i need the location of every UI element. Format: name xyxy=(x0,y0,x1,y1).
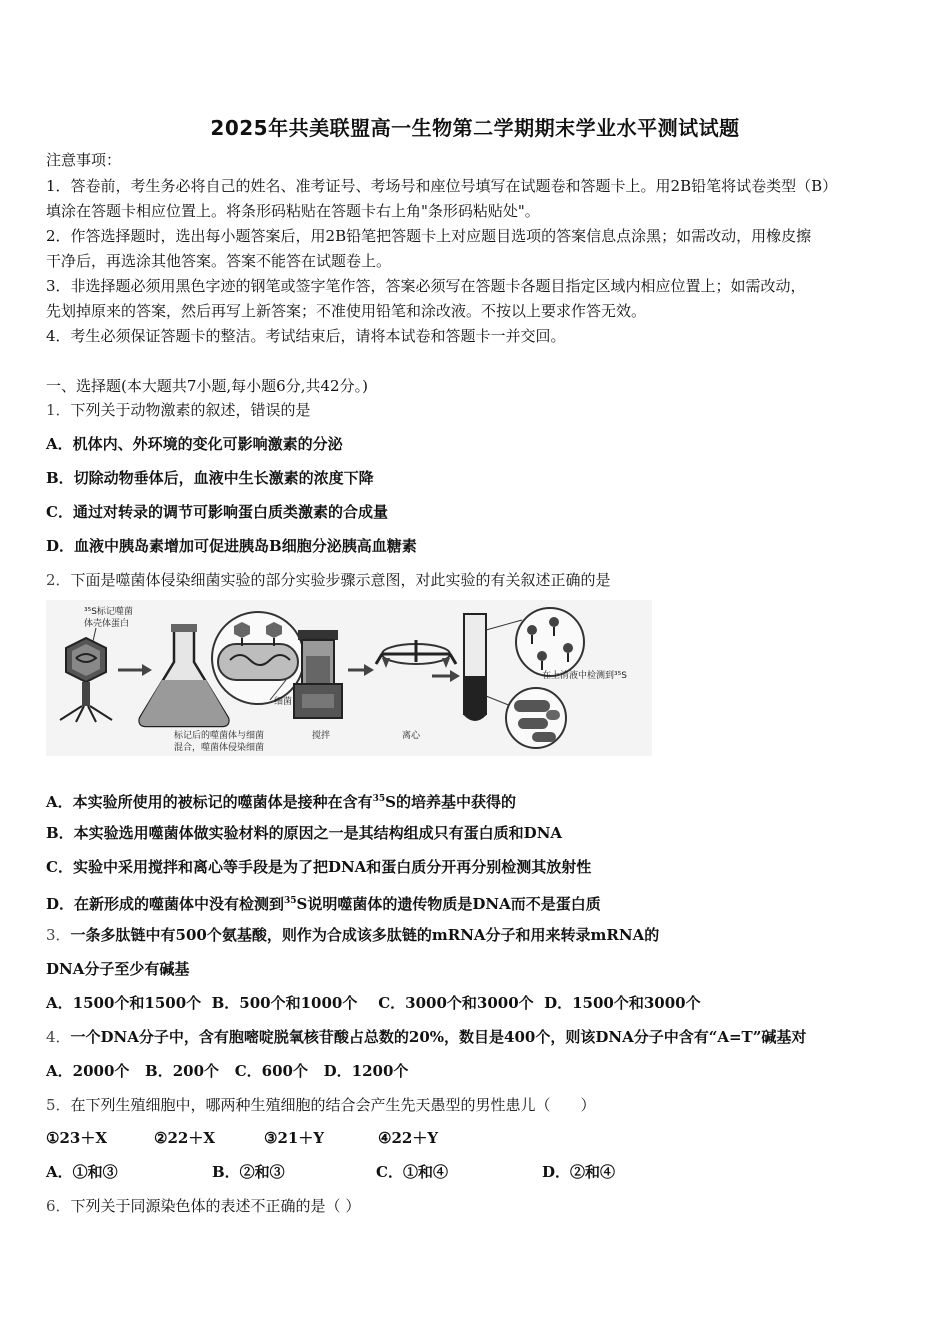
q5-option-c: C．①和④ xyxy=(376,1163,448,1181)
exam-title: 2025年共美联盟高一生物第二学期期末学业水平测试试题 xyxy=(210,116,740,140)
q2-option-a-text-end: S的培养基中获得的 xyxy=(385,793,517,811)
q5-options xyxy=(46,1161,904,1183)
q2-option-d-text-end: S说明噬菌体的遗传物质是DNA而不是蛋白质 xyxy=(296,895,601,913)
q1-option-c: C．通过对转录的调节可影响蛋白质类激素的合成量 xyxy=(46,503,388,521)
superscript-35: 35 xyxy=(284,896,297,906)
q1-option-d: D．血液中胰岛素增加可促进胰岛B细胞分泌胰高血糖素 xyxy=(46,537,417,555)
q5-item-3: ③21＋Y xyxy=(264,1129,325,1147)
label-marked-line-1: ³⁵S标记噬菌 xyxy=(84,607,133,617)
q5-item-1: ①23＋X xyxy=(46,1129,107,1147)
question-text: 下面是噬菌体侵染细菌实验的部分实验步骤示意图，对此实验的有关叙述正确的是 xyxy=(70,571,611,589)
phage-experiment-figure xyxy=(46,600,652,756)
q2-option-c: C．实验中采用搅拌和离心等手段是为了把DNA和蛋白质分开再分别检测其放射性 xyxy=(46,858,592,876)
q1-option-a: A．机体内、外环境的变化可影响激素的分泌 xyxy=(46,435,343,453)
phage-experiment-diagram xyxy=(46,600,652,756)
label-mix-line-2: 混合，噬菌体侵染细菌 xyxy=(174,743,265,753)
notice-line-6: 先划掉原来的答案，然后再写上新答案；不准使用铅笔和涂改液。不按以上要求作答无效。 xyxy=(46,302,647,320)
notice-line-3: 2．作答选择题时，选出每小题答案后，用2B铅笔把答题卡上对应题目选项的答案信息点涂黑；如需改动，用橡皮擦 xyxy=(46,227,812,245)
question-text: 在下列生殖细胞中，哪两种生殖细胞的结合会产生先天愚型的男性患儿（ ） xyxy=(70,1096,596,1114)
q5-option-d: D．②和④ xyxy=(542,1163,616,1181)
section-heading: 一、选择题(本大题共7小题,每小题6分,共42分。) xyxy=(46,377,368,395)
q5-items xyxy=(46,1127,904,1149)
notice-line-2: 填涂在答题卡相应位置上。将条形码粘贴在答题卡右上角"条形码粘贴处"。 xyxy=(46,202,540,220)
q4-options: A．2000个 B．200个 C．600个 D．1200个 xyxy=(46,1062,409,1080)
q2-option-b: B．本实验选用噬菌体做实验材料的原因之一是其结构组成只有蛋白质和DNA xyxy=(46,824,563,842)
question-number: 1． xyxy=(46,401,71,419)
notice-line-5: 3．非选择题必须用黑色字迹的钢笔或签字笔作答，答案必须写在答题卡各题目指定区域内相应位置上；如需改动， xyxy=(46,277,806,295)
notice-line-4: 干净后，再选涂其他答案。答案不能答在试题卷上。 xyxy=(46,252,392,270)
question-4-stem xyxy=(46,1026,904,1048)
label-marked-line-2: 体壳体蛋白 xyxy=(84,619,130,629)
q1-option-b: B．切除动物垂体后，血液中生长激素的浓度下降 xyxy=(46,469,374,487)
question-text: 下列关于同源染色体的表述不正确的是（ ） xyxy=(70,1197,361,1215)
blender-icon xyxy=(294,630,342,718)
question-number: 5． xyxy=(46,1096,71,1114)
q2-option-a xyxy=(46,788,904,813)
q3-options: A．1500个和1500个 B．500个和1000个 C．3000个和3000个 D．1500个和3000个 xyxy=(46,994,701,1012)
question-text: 下列关于动物激素的叙述，错误的是 xyxy=(70,401,311,419)
q5-item-4: ④22＋Y xyxy=(378,1129,439,1147)
notice-line-1: 1．答卷前，考生务必将自己的姓名、准考证号、考场号和座位号填写在试题卷和答题卡上。用2B铅笔将试卷类型（B） xyxy=(46,177,838,195)
notice-heading: 注意事项： xyxy=(46,151,122,169)
question-6-stem xyxy=(46,1195,904,1217)
label-detect: 在上清液中检测到³⁵S xyxy=(542,671,627,681)
label-centrifuge: 离心 xyxy=(402,731,421,741)
label-stir: 搅拌 xyxy=(312,731,331,741)
test-tube-icon xyxy=(464,614,486,720)
q5-option-b: B．②和③ xyxy=(212,1163,285,1181)
question-1-stem xyxy=(46,399,904,421)
question-number: 4． xyxy=(46,1028,71,1046)
label-mix-line-1: 标记后的噬菌体与细菌 xyxy=(174,731,265,741)
q2-option-d-text: D．在新形成的噬菌体中没有检测到 xyxy=(46,895,285,913)
question-number: 3． xyxy=(46,926,71,944)
q2-option-d xyxy=(46,890,904,915)
question-text: 一条多肽链中有500个氨基酸，则作为合成该多肽链的mRNA分子和用来转录mRNA的 xyxy=(70,926,660,944)
superscript-35: 35 xyxy=(372,794,386,804)
q5-option-a: A．①和③ xyxy=(46,1163,118,1181)
question-5-stem xyxy=(46,1094,904,1116)
q2-option-a-text: A．本实验所使用的被标记的噬菌体是接种在含有 xyxy=(46,793,373,811)
q5-item-2: ②22＋X xyxy=(154,1129,215,1147)
question-number: 6． xyxy=(46,1197,71,1215)
question-text: 一个DNA分子中，含有胞嘧啶脱氧核苷酸占总数的20%，数目是400个，则该DNA分子中含有“A=T”碱基对 xyxy=(70,1028,807,1046)
label-bacteria: 细菌 xyxy=(274,697,293,707)
question-2-stem xyxy=(46,569,904,591)
notice-line-7: 4．考生必须保证答题卡的整洁。考试结束后，请将本试卷和答题卡一并交回。 xyxy=(46,327,566,345)
question-number: 2． xyxy=(46,571,71,589)
question-3-stem xyxy=(46,924,904,946)
question-3-stem-cont: DNA分子至少有碱基 xyxy=(46,960,190,978)
